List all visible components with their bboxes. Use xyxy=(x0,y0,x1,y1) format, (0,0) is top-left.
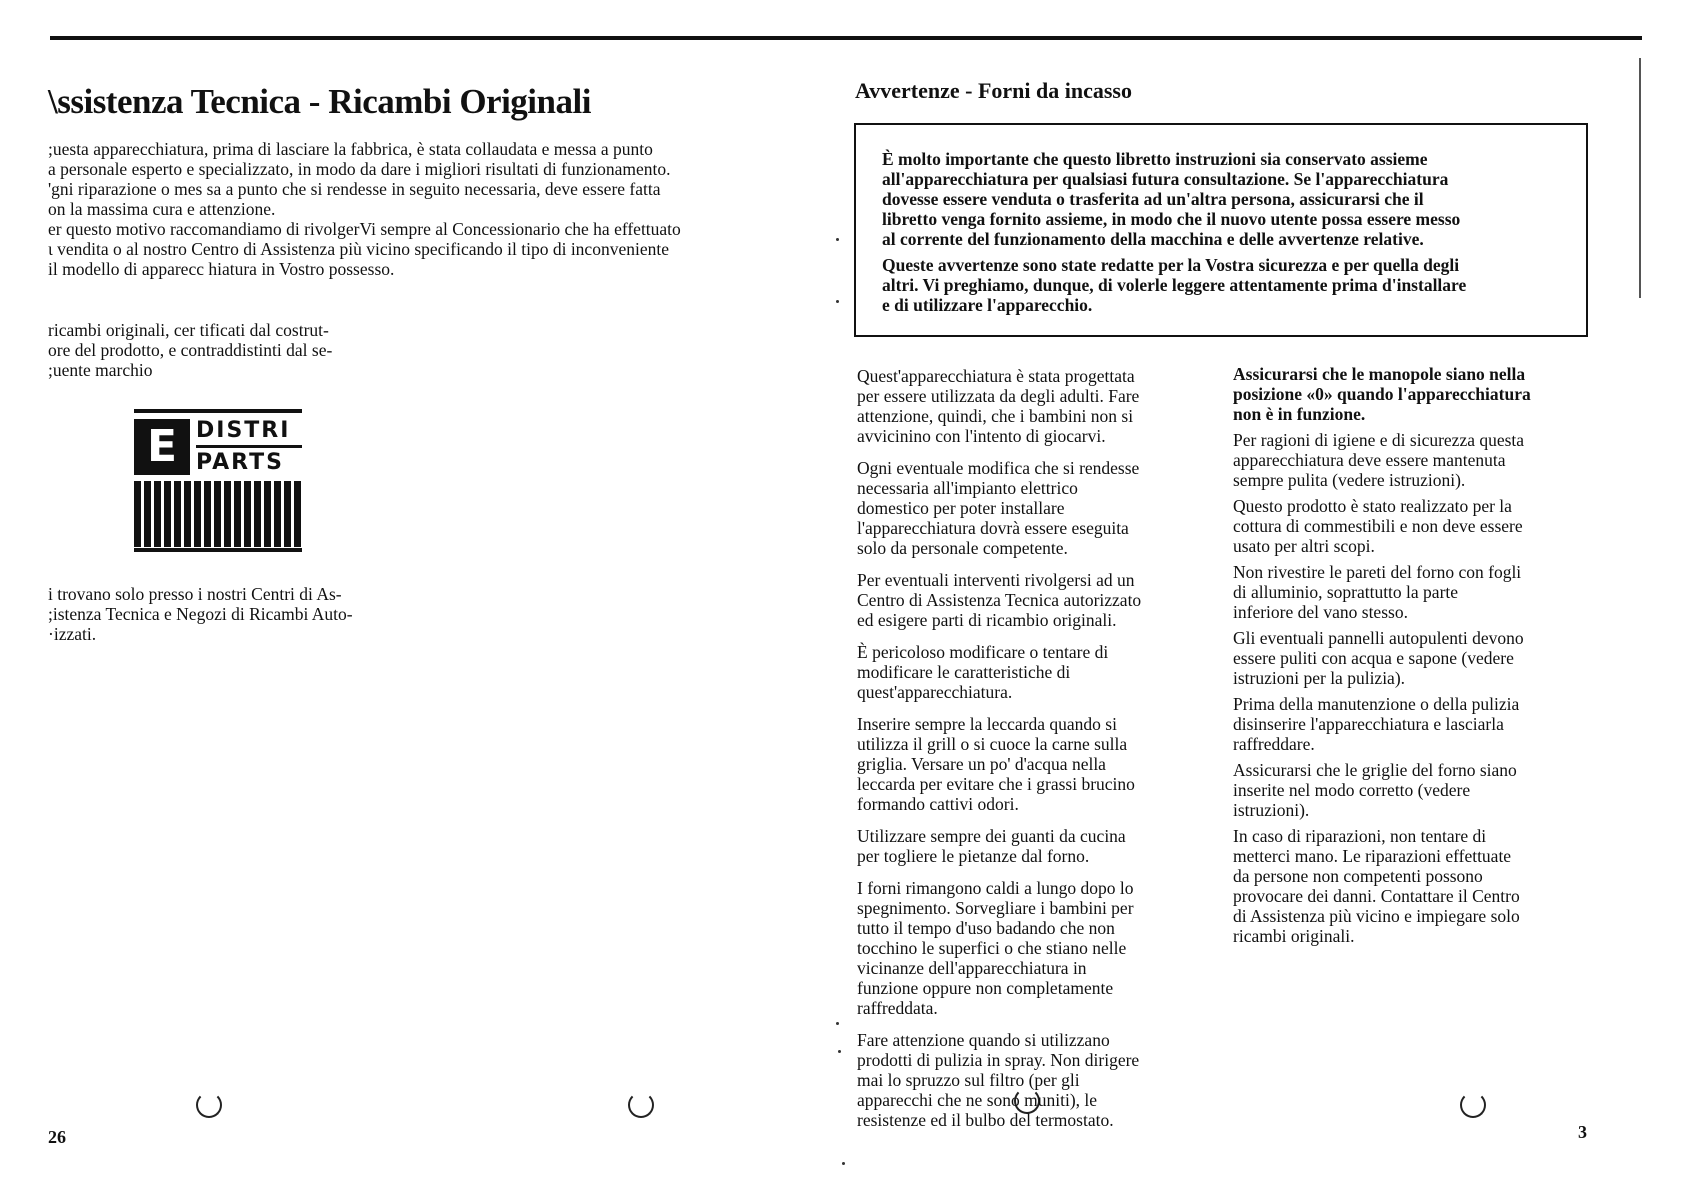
warning-item: Fare attenzione quando si utilizzano prodotti di pulizia in spray. Non dirigere mai lo spruzzo sul filtro (per gli apparecchi che ne sono muniti), le resistenze ed il bulbo del termostato. xyxy=(857,1030,1140,1130)
intro-line: il modello di apparecc hiatura in Vostro possesso. xyxy=(48,259,395,279)
warning-item: Inserire sempre la leccarda quando si utilizza il grill o si cuoce la carne sulla griglia. Versare un po' d'acqua nella leccarda per evitare che i grassi brucino formando cattivi odori. xyxy=(857,714,1135,814)
warning-line: Queste avvertenze sono state redatte per la Vostra sicurezza e per quella degli xyxy=(882,255,1460,275)
centers-line: ·izzati. xyxy=(48,624,97,644)
warning-line: al corrente del funzionamento della macchina e delle avvertenze relative. xyxy=(882,229,1424,249)
logo-stripes-top xyxy=(134,481,302,515)
parts-line: ;uente marchio xyxy=(48,360,153,380)
service-centers-paragraph xyxy=(48,584,408,644)
warning-item: Questo prodotto è stato realizzato per la cottura di commestibili e non deve essere usato per altri scopi. xyxy=(1233,496,1523,556)
warnings-column-2 xyxy=(1233,364,1603,952)
warning-line: all'apparecchiatura per qualsiasi futura consultazione. Se l'apparecchiatura xyxy=(882,169,1449,189)
centers-line: ;istenza Tecnica e Negozi di Ricambi Auto- xyxy=(48,604,353,624)
warnings-column-1 xyxy=(857,366,1217,1142)
warning-item: Utilizzare sempre dei guanti da cucina per togliere le pietanze dal forno. xyxy=(857,826,1126,866)
logo-stripes-bottom xyxy=(134,513,302,547)
intro-line: 'gni riparazione o mes sa a punto che si rendesse in seguito necessaria, deve essere fatta xyxy=(48,179,661,199)
warning-line: libretto venga fornito assieme, in modo che il nuovo utente possa essere messo xyxy=(882,209,1461,229)
scan-speck xyxy=(836,238,839,241)
warning-box xyxy=(854,123,1588,337)
warning-item: Non rivestire le pareti del forno con fogli di alluminio, soprattutto la parte inferiore del vano stesso. xyxy=(1233,562,1522,622)
warning-item: I forni rimangono caldi a lungo dopo lo spegnimento. Sorvegliare i bambini per tutto il tempo d'uso badando che non tocchino le superfici o che stiano nelle vicinanze dell'apparecchiatura in funzione oppure non completamente raffreddata. xyxy=(857,878,1134,1018)
warning-item: Quest'apparecchiatura è stata progettata per essere utilizzata da degli adulti. Fare attenzione, quindi, che i bambini non si avvicinino con l'intento di giocarvi. xyxy=(857,366,1140,446)
logo-word-parts: PARTS xyxy=(196,450,284,475)
warning-item: Per eventuali interventi rivolgersi ad un Centro di Assistenza Tecnica autorizzato ed esigere parti di ricambio originali. xyxy=(857,570,1142,630)
warning-item: In caso di riparazioni, non tentare di metterci mano. Le riparazioni effettuate da persone non competenti possono provocare dei danni. Contattare il Centro di Assistenza più vicino e impiegare solo ricambi originali. xyxy=(1233,826,1520,946)
left-page-title: \ssistenza Tecnica - Ricambi Originali xyxy=(48,82,591,121)
distriparts-logo xyxy=(134,409,302,552)
warning-line: È molto importante che questo libretto instruzioni sia conservato assieme xyxy=(882,149,1428,169)
intro-line: a personale esperto e specializzato, in modo da dare i migliori risultati di funzionamento. xyxy=(48,159,671,179)
logo-bottom-bar xyxy=(134,548,302,552)
binder-hole xyxy=(196,1092,222,1118)
warning-paragraph-1 xyxy=(882,149,1566,249)
warning-item: È pericoloso modificare o tentare di modificare le caratteristiche di quest'apparecchiatura. xyxy=(857,642,1109,702)
warning-line: dovesse essere venduta o trasferita ad un'altra persona, assicurarsi che il xyxy=(882,189,1424,209)
centers-line: i trovano solo presso i nostri Centri di As- xyxy=(48,584,342,604)
parts-line: ore del prodotto, e contraddistinti dal se- xyxy=(48,340,333,360)
scan-speck xyxy=(836,1022,839,1025)
intro-line: ι vendita o al nostro Centro di Assistenza più vicino specificando il tipo di inconveniente xyxy=(48,239,669,259)
intro-line: on la massima cura e attenzione. xyxy=(48,199,276,219)
warning-item: Assicurarsi che le griglie del forno siano inserite nel modo corretto (vedere istruzioni). xyxy=(1233,760,1517,820)
warning-line: e di utilizzare l'apparecchio. xyxy=(882,295,1093,315)
warning-item: Gli eventuali pannelli autopulenti devono essere puliti con acqua e sapone (vedere istruzioni per la pulizia). xyxy=(1233,628,1524,688)
warning-item: Per ragioni di igiene e di sicurezza questa apparecchiatura deve essere mantenuta sempre pulita (vedere istruzioni). xyxy=(1233,430,1525,490)
intro-line: er questo motivo raccomandiamo di rivolgerVi sempre al Concessionario che ha effettuato xyxy=(48,219,681,239)
intro-line: ;uesta apparecchiatura, prima di lasciare la fabbrica, è stata collaudata e messa a punto xyxy=(48,139,653,159)
knob-warning: Assicurarsi che le manopole siano nella posizione «0» quando l'apparecchiatura non è in funzione. xyxy=(1233,364,1531,424)
warning-item: Prima della manutenzione o della pulizia disinserire l'apparecchiatura e lasciarla raffreddare. xyxy=(1233,694,1520,754)
logo-top-bar xyxy=(134,409,302,413)
binder-hole xyxy=(628,1092,654,1118)
warning-paragraph-2 xyxy=(882,255,1566,315)
right-edge-rule xyxy=(1639,58,1641,298)
parts-paragraph xyxy=(48,320,408,380)
right-page-number: 3 xyxy=(1578,1122,1587,1142)
logo-e-mark: E xyxy=(134,419,190,475)
logo-mid-bar xyxy=(196,445,302,448)
binder-hole xyxy=(1460,1092,1486,1118)
right-page-title: Avvertenze - Forni da incasso xyxy=(855,78,1132,103)
intro-paragraph xyxy=(48,139,783,279)
top-rule xyxy=(50,36,1642,40)
scan-speck xyxy=(836,300,839,303)
warning-item: Ogni eventuale modifica che si rendesse necessaria all'impianto elettrico domestico per poter installare l'apparecchiatura dovrà essere eseguita solo da personale competente. xyxy=(857,458,1140,558)
parts-line: ricambi originali, cer tificati dal costrut- xyxy=(48,320,329,340)
left-page-number: 26 xyxy=(48,1127,66,1147)
scan-speck xyxy=(838,1050,841,1053)
logo-word-distri: DISTRI xyxy=(196,418,291,443)
scan-speck xyxy=(842,1162,845,1165)
warning-line: altri. Vi preghiamo, dunque, di volerle leggere attentamente prima d'installare xyxy=(882,275,1467,295)
